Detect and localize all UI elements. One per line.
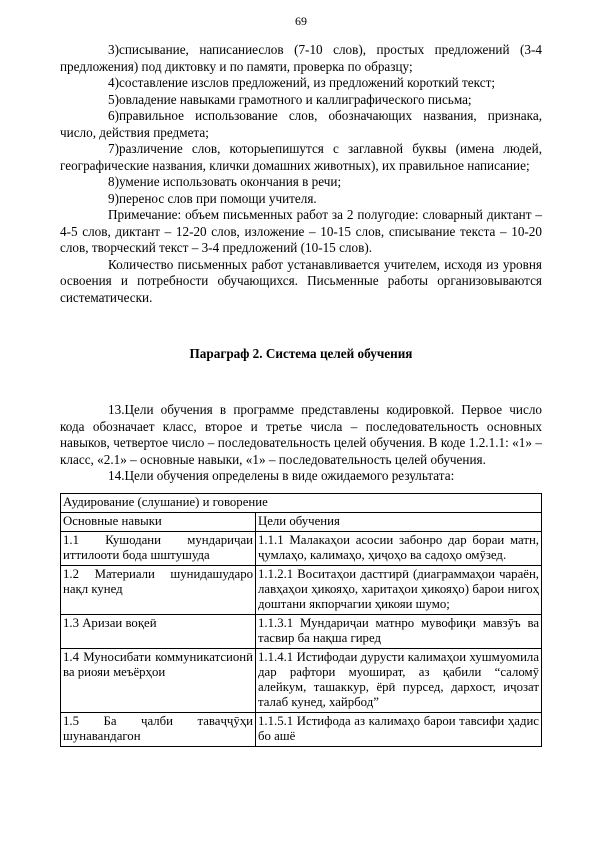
written-works-paragraph: Количество письменных работ устанавливается учителем, исходя из уровня освоения и потребности обучающихся. Письменные работы организовываются систематически. [60, 256, 542, 305]
table-header-row [61, 512, 542, 531]
list-item-8: 8)умение использовать окончания в речи; [108, 174, 342, 189]
list-item-3: 3)списывание, написаниеслов (7-10 слов), простых предложений (3-4 предложения) под диктовку и по памяти, проверка по образцу; [60, 42, 542, 74]
skill-cell: 1.2 Материали шунидашударо нақл кунед [61, 565, 256, 614]
header-goals: Цели обучения [256, 512, 542, 531]
goal-cell: 1.1.3.1 Мундариҷаи матнро мувофиқи мавзӯъ ва тасвир ба нақша гиред [256, 614, 542, 648]
skill-cell: 1.3 Аризаи воқеӣ [61, 614, 256, 648]
table-row [61, 614, 542, 648]
table-row [61, 565, 542, 614]
page-body [60, 42, 542, 747]
page-number: 69 [295, 14, 307, 28]
list-item-7: 7)различение слов, которыепишутся с заглавной буквы (имена людей, географические названия, клички домашних животных), их правильное написание; [60, 141, 542, 173]
skill-cell: 1.4 Муносибати коммуникатсионӣ ва риояи меъёрҳои [61, 648, 256, 712]
list-item-6: 6)правильное использование слов, обозначающих названия, признака, число, действия предмета; [60, 108, 542, 140]
list-item-5: 5)овладение навыками грамотного и каллиграфического письма; [108, 91, 472, 107]
skill-cell: 1.5 Ба ҷалби таваҷҷӯҳи шунавандагон [61, 712, 256, 746]
goal-cell: 1.1.4.1 Истифодаи дурусти калимаҳои хушмуомила дар рафтори муошират, аз қабили “саломӯ алейкум, ташаккур, ёрӣ пурсед, дархост, иҷозат талаб кунед, хайрбод” [256, 648, 542, 712]
section-title: Параграф 2. Система целей обучения [189, 346, 413, 361]
paragraph-13: 13.Цели обучения в программе представлены кодировкой. Первое число кода обозначает класс, второе и третье числа – последовательность основных навыков, четвертое число – последовательность целей обучения. В коде 1.2.1.1: «1» – класс, «2.1» – основные навыки, «1» – последовательность целей обучения. [60, 402, 542, 467]
table-row [61, 531, 542, 565]
skill-cell: 1.1 Кушодани мундариҷаи иттилооти бода шштушуда [61, 531, 256, 565]
learning-goals-table [60, 493, 542, 747]
table-row [61, 712, 542, 746]
list-item-9: 9)перенос слов при помощи учителя. [108, 190, 317, 206]
list-item-4: 4)составление изслов предложений, из предложений короткий текст; [108, 75, 496, 90]
table-caption-cell: Аудирование (слушание) и говорение [61, 493, 542, 512]
header-skills: Основные навыки [61, 512, 256, 531]
goal-cell: 1.1.2.1 Воситаҳои дастгирӣ (диаграммаҳои чараён, лавҳаҳои ҳикояҳо, харитаҳои ҳикояҳо) барои нигоҳ доштани якпорчагии ҳикояи шумо; [256, 565, 542, 614]
paragraph-14: 14.Цели обучения определены в виде ожидаемого результата: [108, 468, 455, 483]
table-row [61, 648, 542, 712]
note-paragraph: Примечание: объем письменных работ за 2 полугодие: словарный диктант – 4-5 слов, диктант – 12-20 слов, изложение – 10-15 слов, списывание текста – 10-20 слов, творческий текст – 3-4 предложений (10-15 слов). [60, 207, 542, 255]
table-caption-row [61, 493, 542, 512]
goal-cell: 1.1.1 Малакаҳои асосии забонро дар бораи матн, ҷумлаҳо, калимаҳо, ҳиҷоҳо ва садоҳо омӯзед. [256, 531, 542, 565]
goal-cell: 1.1.5.1 Истифода аз калимаҳо барои тавсифи ҳадис бо ашё [256, 712, 542, 746]
